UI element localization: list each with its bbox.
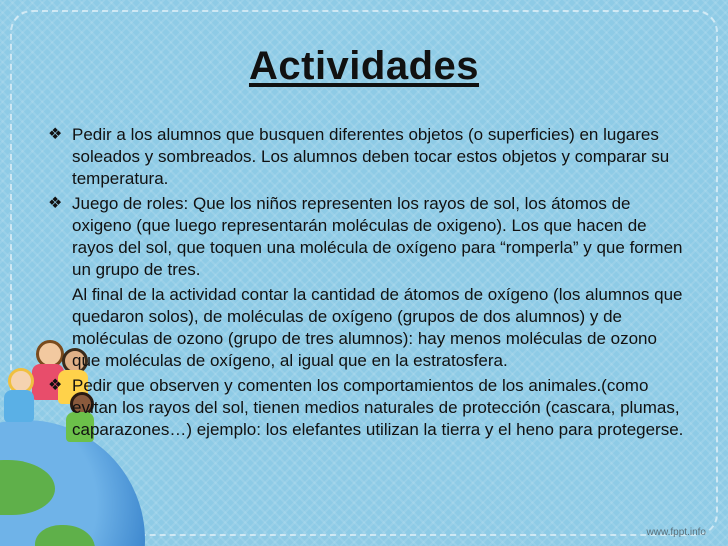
diamond-bullet-icon: ❖ — [48, 195, 63, 212]
bullet-item — [48, 124, 688, 190]
slide-content — [48, 124, 688, 444]
diamond-bullet-icon: ❖ — [48, 126, 63, 143]
bullet-text: Juego de roles: Que los niños representen los rayos de sol, los átomos de oxigeno (que luego representarán moléculas de oxigeno). Los que hacen de rayos del sol, que toquen una molécula de oxígeno para “romperla” y que formen un grupo de tres. — [72, 194, 683, 279]
slide-title: Actividades — [248, 44, 480, 88]
bullet-item — [48, 193, 688, 281]
bullet-text: Pedir a los alumnos que busquen diferentes objetos (o superficies) en lugares soleados y sombreados. Los alumnos deben tocar estos objetos y comparar su temperatura. — [72, 125, 670, 188]
credit-text: www.fppt.info — [646, 527, 706, 538]
paragraph-text: Al final de la actividad contar la cantidad de átomos de oxígeno (los alumnos que quedaron solos), de moléculas de oxígeno (grupos de dos alumnos) y de moléculas de ozono (grupo de tres alumnos): hay menos moléculas de ozono que moléculas de oxígeno, al igual que en la estratosfera. — [72, 285, 683, 370]
bullet-item — [48, 375, 688, 441]
diamond-bullet-icon: ❖ — [48, 377, 63, 394]
bullet-text: Pedir que observen y comenten los comportamientos de los animales.(como evitan los rayos del sol, tienen medios naturales de protección (cascara, plumas, caparazones…) ejemplo: los elefantes utilizan la tierra y el heno para protegerse. — [72, 376, 684, 439]
